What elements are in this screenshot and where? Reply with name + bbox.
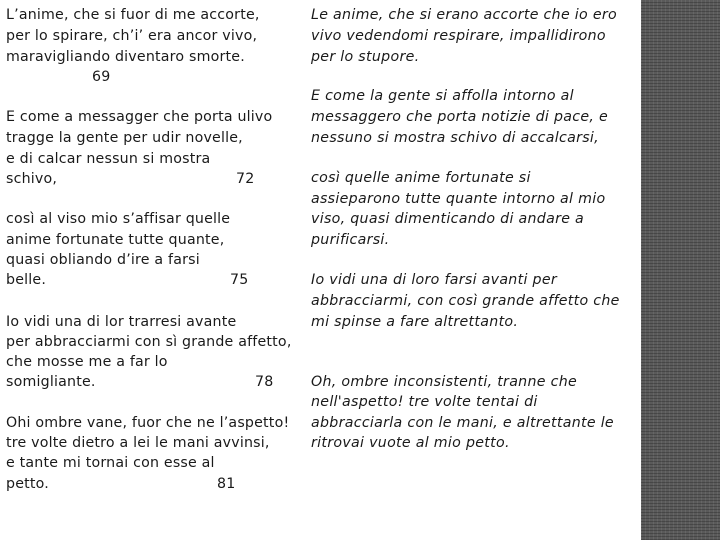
line-number: 69 — [92, 69, 111, 85]
translation-line: purificarsi. — [311, 232, 390, 248]
translation-line: così quelle anime fortunate si — [311, 170, 531, 186]
line-number: 81 — [217, 476, 236, 492]
verse-line: così al viso mio s’affisar quelle — [6, 211, 231, 227]
verse-line: Io vidi una di lor trarresi avante — [6, 314, 237, 330]
translation-line: nell'aspetto! tre volte tentai di — [311, 394, 538, 410]
translation-line: Le anime, che si erano accorte che io ero — [311, 7, 617, 23]
verse-line: e di calcar nessun si mostra — [6, 151, 211, 167]
verse-line: e tante mi tornai con esse al — [6, 455, 215, 471]
verse-line: quasi obliando d’ire a farsi — [6, 252, 200, 268]
translation-line: viso, quasi dimenticando di andare a — [311, 211, 585, 227]
verse-line: tre volte dietro a lei le mani avvinsi, — [6, 435, 270, 451]
verse-line: petto. — [6, 476, 50, 492]
translation-line: nessuno si mostra schivo di accalcarsi, — [311, 130, 599, 146]
verse-line: E come a messagger che porta ulivo — [6, 109, 273, 125]
verse-line: L’anime, che si fuor di me accorte, — [6, 7, 260, 23]
verse-line: somigliante. — [6, 374, 96, 390]
verse-line: tragge la gente per udir novelle, — [6, 130, 243, 146]
translation-line: per lo stupore. — [311, 49, 420, 65]
line-number: 72 — [236, 171, 255, 187]
translation-line: assieparono tutte quante intorno al mio — [311, 191, 606, 207]
translation-line: abbracciarmi, con così grande affetto che — [311, 293, 620, 309]
translation-line: Oh, ombre inconsistenti, tranne che — [311, 374, 578, 390]
verse-line: Ohi ombre vane, fuor che ne l’aspetto! — [6, 415, 290, 431]
verse-line: schivo, — [6, 171, 58, 187]
translation-line: abbracciarla con le mani, e altrettante le — [311, 415, 614, 431]
verse-line: maravigliando diventaro smorte. — [6, 49, 245, 65]
verse-line: belle. — [6, 272, 47, 288]
decorative-side-band — [641, 0, 720, 540]
translation-line: mi spinse a fare altrettanto. — [311, 314, 519, 330]
translation-line: E come la gente si affolla intorno al — [311, 88, 574, 104]
verse-line: che mosse me a far lo — [6, 354, 168, 370]
verse-line: per lo spirare, ch’i’ era ancor vivo, — [6, 28, 258, 44]
translation-line: messaggero che porta notizie di pace, e — [311, 109, 609, 125]
translation-line: Io vidi una di loro farsi avanti per — [311, 272, 557, 288]
verse-line: anime fortunate tutte quante, — [6, 232, 225, 248]
line-number: 78 — [255, 374, 274, 390]
line-number: 75 — [230, 272, 249, 288]
translation-line: ritrovai vuote al mio petto. — [311, 435, 510, 451]
translation-line: vivo vedendomi respirare, impallidirono — [311, 28, 606, 44]
verse-line: per abbracciarmi con sì grande affetto, — [6, 334, 292, 350]
